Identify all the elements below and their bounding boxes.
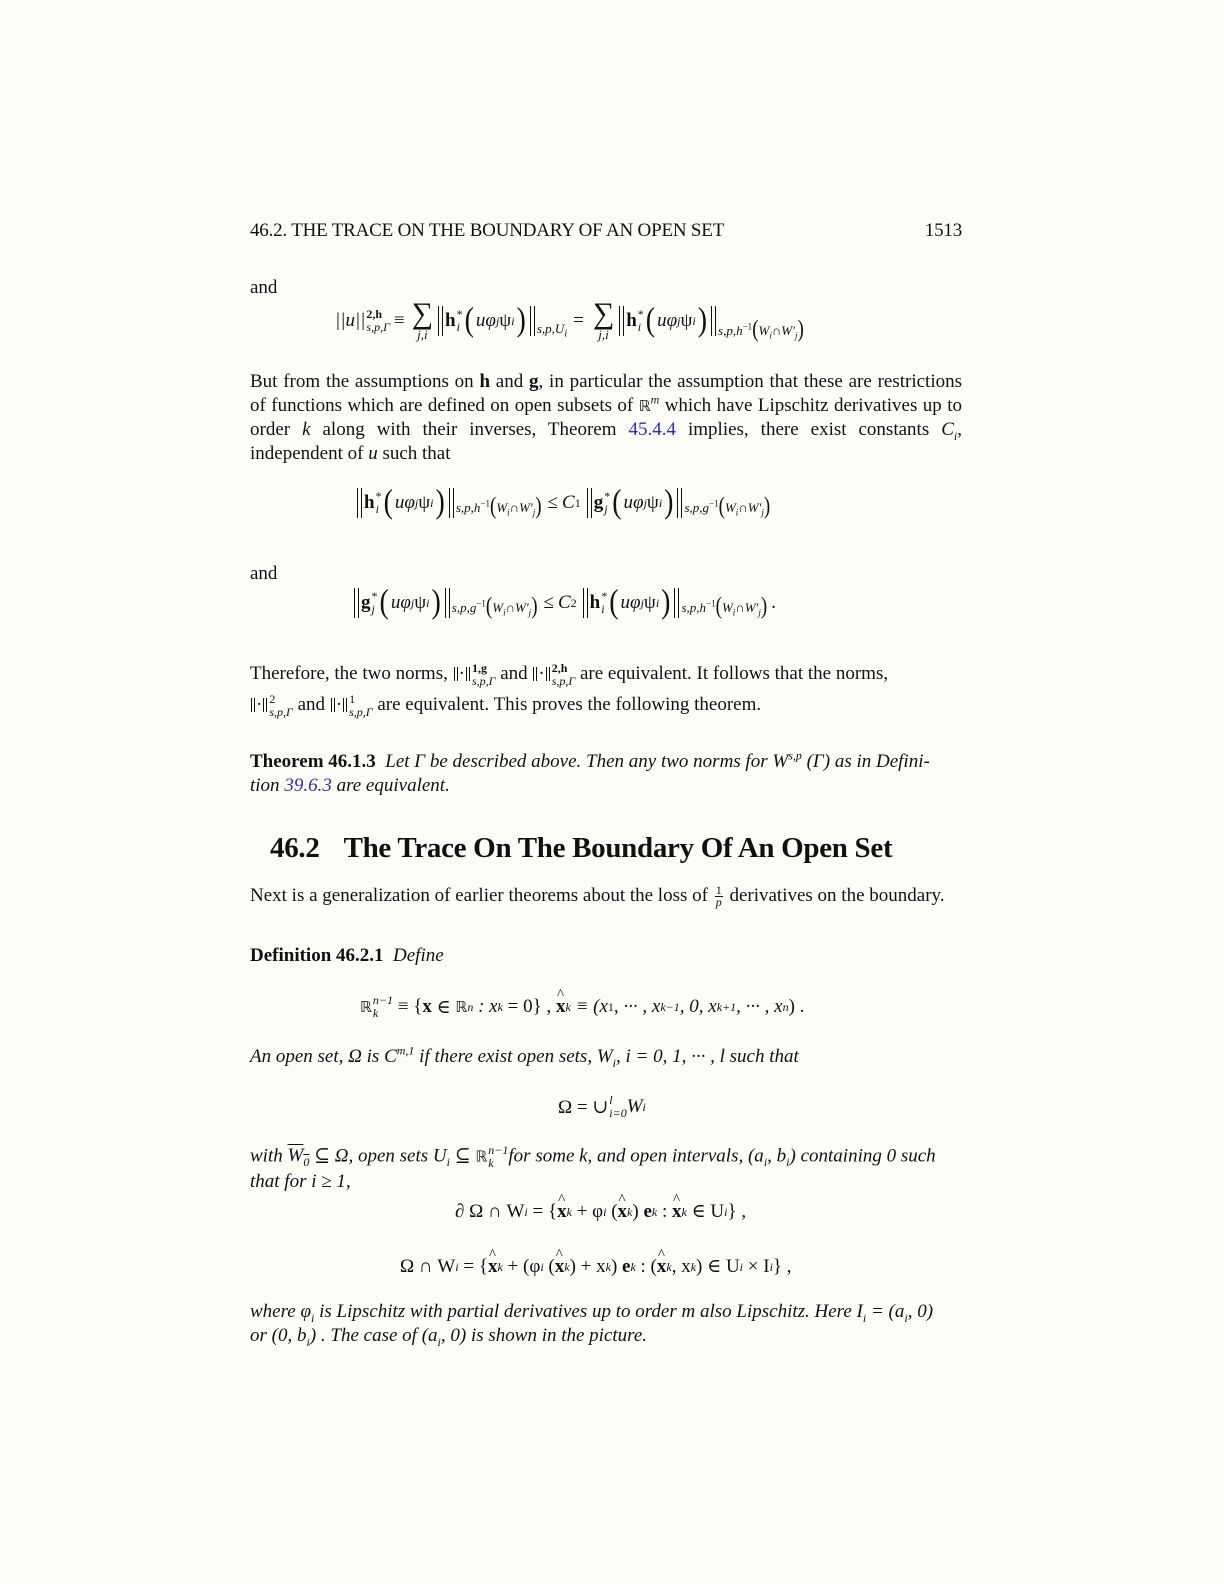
equation-omega-intersection: Ω ∩ W i = { ^ x k + (φ i ( ^ x k ) + x k ) e k : ( ^ x k , x k ) ∈ U i × I i } ,: [400, 1255, 792, 1278]
paren: ): [797, 315, 804, 343]
fraction-1-over-p: [715, 885, 723, 908]
eq1-norm2-bar-right: [711, 306, 716, 336]
eq4-sub: i=0: [609, 1106, 627, 1120]
eq2a-sub: [455, 492, 542, 520]
eq2a-sub-h: s,p,h: [455, 500, 481, 515]
theorem-t2: (Γ) as in Defini-: [801, 751, 930, 772]
eq2a-W: W: [496, 500, 508, 515]
eq2a-bar-r: [449, 488, 454, 518]
paren: (: [464, 301, 474, 339]
equation-omega-union: Ω = ∪ l i=0 W i: [558, 1093, 646, 1120]
eq3-body2: ∈: [431, 996, 456, 1018]
para4-sub2: s,p,Γ: [551, 673, 576, 688]
eq3-x: x: [422, 996, 432, 1017]
eq2a-W-i: i: [507, 507, 510, 518]
para5-t2: derivatives on the boundary.: [724, 885, 945, 906]
eq2b-star: *: [371, 589, 378, 603]
para7-Ui: i: [446, 1155, 450, 1170]
para7-t4: for some k, and open intervals, (a: [508, 1145, 764, 1167]
eq6-t10: × I: [743, 1255, 770, 1277]
para2-t5: along with their inverses, Theorem: [310, 419, 629, 441]
eq2b-g: g: [361, 592, 371, 613]
para8-t7: , 0) is shown in the picture.: [440, 1324, 648, 1346]
para2-m: m: [650, 392, 660, 407]
eq4-W: W: [626, 1096, 643, 1117]
eq1-sum-limits-1: j,i: [417, 327, 428, 342]
paren: ): [760, 592, 768, 620]
eq1-norm-sub1-i: i: [564, 328, 568, 340]
norm-bar: [546, 667, 550, 681]
eq2b-h-star: *: [601, 589, 608, 603]
eq2b-inv: −1: [476, 598, 486, 609]
para6-Csup: m,1: [396, 1043, 415, 1058]
eq5-xhat1: ^ x: [557, 1201, 567, 1223]
para2-t6: implies, there exist constants: [676, 419, 942, 441]
eq2a-g-j: j: [604, 502, 608, 516]
sum-sign: ∑: [592, 297, 615, 330]
para7-t2: ⊆ Ω, open sets U: [309, 1145, 447, 1167]
para7-W0-overlined: [287, 1145, 310, 1170]
eq2a-inv2: −1: [709, 498, 719, 509]
para8-t1: where φ: [250, 1301, 311, 1322]
eq2b-Wp: W′: [514, 600, 529, 615]
paragraph-norms-equivalent: [250, 658, 962, 720]
paren: (: [609, 583, 619, 621]
para2-t4: which have Lipschitz derivatives up to order: [250, 394, 963, 441]
paren: (: [718, 492, 725, 520]
eq3-body1: ≡ {: [393, 996, 423, 1017]
equation-inequality-1: h * i ( uφ j ψ i ) $s,p,h^{-1}(W_i\cap W'_j)$ ≤ C 1 g * j ( uφ j ψ i ) $s,p,g^{-1}(W_i\cap W'_j)$: [355, 488, 770, 518]
eq2a-i: i: [375, 502, 379, 516]
eq2a-Wp2: W′: [747, 500, 762, 515]
eq2b-Wp2-j: j: [758, 607, 761, 618]
eq1-term2-h: h: [626, 309, 637, 331]
eq3-body4: = 0} ,: [502, 996, 556, 1017]
theorem-t3: tion: [250, 774, 285, 796]
para4-dot-3: ·: [256, 694, 263, 715]
eq2b-bar-r: [445, 588, 450, 618]
eq6-xhat2: ^ x: [555, 1256, 565, 1278]
eq6-t1: Ω ∩ W: [400, 1255, 456, 1277]
eq2a-arg: uφ: [394, 492, 415, 513]
eq6-t9: ) ∈ U: [696, 1256, 740, 1277]
paren: ): [661, 583, 671, 621]
eq3-R2: ℝ: [455, 998, 468, 1016]
eq6-t6: ): [610, 1255, 623, 1277]
theorem-link-45-4-4[interactable]: 45.4.4: [628, 419, 676, 441]
eq2a-Wp2-j: j: [761, 507, 764, 518]
equation-inequality-2: g * j ( uφ j ψ i ) $s,p,g^{-1}(W_i\cap W'_j)$ ≤ C 2 h * i ( uφ j ψ i ) $s,p,h^{-1}(W_i\cap W'_j)$ .: [352, 588, 776, 618]
eq2a-h: h: [364, 492, 375, 513]
scripts: [472, 662, 496, 688]
para8-t5: or (0, b: [250, 1324, 307, 1346]
para6-t2: if there exist open sets, W: [414, 1046, 613, 1067]
paragraph-and-2: and: [250, 563, 278, 584]
scripts: [373, 994, 393, 1020]
paren: (: [485, 592, 493, 620]
norm-bar: [251, 698, 255, 712]
para4-sub3: s,p,Γ: [269, 704, 293, 719]
equation-Rk-definition: ℝ n−1 k ≡ { x ∈ ℝ n : x k = 0} , ^ x k ≡ (x 1 , ··· , x k−1 , 0, x k+1 , ··· , x n ) .: [360, 994, 804, 1020]
eq2b-arg2: uφ: [620, 592, 641, 613]
paragraph-assumptions: [250, 370, 962, 465]
scripts: [376, 490, 382, 516]
norm-bar: [533, 667, 537, 681]
eq2a-inv: −1: [480, 498, 490, 509]
paragraph-with-W0: [250, 1144, 962, 1194]
eq2a-sub2: [684, 492, 771, 520]
eq2a-Wp-j: j: [532, 507, 536, 518]
running-title: 46.2. THE TRACE ON THE BOUNDARY OF AN OPEN SET: [250, 220, 725, 241]
para2-t3: , in particular the assumption that these are restrictions of functions which are defined on open subsets of: [250, 371, 962, 416]
eq3-body3: : x: [473, 996, 498, 1017]
eq6-t11: } ,: [772, 1255, 792, 1277]
eq5-t3: + φ: [571, 1200, 604, 1222]
paren: (: [612, 483, 622, 521]
eq6-xhat1: ^ x: [488, 1256, 498, 1278]
definition-label: Definition 46.2.1: [250, 945, 384, 966]
eq2b-Wp2: W′: [744, 600, 759, 615]
eq3-R: ℝ: [360, 998, 372, 1016]
para4-t2: and: [495, 663, 533, 684]
eq2a-cap: ∩: [509, 500, 520, 515]
eq1-term-sup: *: [456, 306, 463, 321]
eq5-xhat3: ^ x: [672, 1201, 682, 1223]
para6-C: C: [384, 1046, 397, 1067]
eq1-equiv: ≡: [393, 309, 405, 331]
paren: (: [379, 583, 389, 621]
eq2b-sub-h: s,p,h: [681, 600, 707, 615]
eq3-body5: ≡ (x: [570, 996, 608, 1017]
para8-t6: ) . The case of (a: [309, 1324, 438, 1346]
para7-ai: i: [763, 1155, 768, 1170]
eq1-sum-2: [592, 297, 615, 342]
eq5-t4: (: [606, 1200, 618, 1222]
eq2b-cap: ∩: [505, 600, 515, 615]
eq3-sup: n−1: [372, 993, 393, 1007]
paren: ): [435, 483, 445, 521]
eq2b-W-i: i: [503, 607, 506, 618]
paragraph-open-set: [250, 1045, 962, 1069]
paragraph-and-1: and: [250, 277, 278, 298]
paragraph-generalization: [250, 884, 962, 908]
eq1-term2-sup: *: [637, 306, 644, 321]
para7-W0sub: 0: [303, 1155, 310, 1170]
eq4-sup: l: [609, 1093, 613, 1107]
para6-Wi: i: [612, 1055, 616, 1070]
eq2b-leq: ≤: [543, 592, 554, 613]
eq5-t1: ∂ Ω ∩ W: [455, 1200, 525, 1222]
eq2a-cap2: ∩: [738, 500, 748, 515]
eq1-norm-sub1-text: s,p,U: [536, 321, 565, 336]
eq3-body7: , 0, x: [679, 996, 717, 1017]
eq2b-arg: uφ: [390, 592, 411, 613]
scripts: [488, 1144, 508, 1170]
sum-sign: ∑: [411, 297, 434, 330]
para4-sub1: s,p,Γ: [471, 673, 496, 688]
eq1-psi2: ψ: [680, 309, 693, 331]
eq3-body6: , ··· , x: [613, 996, 661, 1017]
definition-link-39-6-3[interactable]: 39.6.3: [284, 774, 332, 796]
eq4-lhs: Ω = ∪: [558, 1096, 609, 1118]
eq1-sum-1: [411, 297, 434, 342]
paragraph-lipschitz: [250, 1300, 962, 1347]
eq2a-g-star: *: [604, 489, 611, 503]
para8-phi-i: i: [311, 1310, 315, 1325]
eq2b-bar2-l: [583, 588, 588, 618]
eq1-sum-limits-2: j,i: [598, 327, 609, 342]
section-title: The Trace On The Boundary Of An Open Set: [343, 832, 893, 864]
para2-Ci: i: [953, 428, 958, 443]
para2-h: h: [479, 371, 491, 392]
eq2b-inv2: −1: [706, 598, 716, 609]
eq1-term2-sub: i: [637, 319, 642, 334]
para8-Ii: i: [862, 1310, 867, 1325]
eq1-region2-j: j: [794, 330, 798, 341]
para4-dot-4: ·: [335, 694, 343, 715]
para7-bi: i: [786, 1155, 790, 1170]
para2-C: C: [941, 419, 954, 441]
para8-t4: , 0): [907, 1301, 934, 1322]
eq1-region-w: W: [758, 323, 770, 338]
scripts: [601, 590, 607, 616]
eq6-t8: , x: [671, 1255, 691, 1277]
eq2b-h-i: i: [601, 602, 605, 616]
theorem-46-1-3: [250, 750, 962, 797]
eq2a-g: g: [593, 492, 604, 513]
para8-ai2: i: [437, 1334, 441, 1349]
para7-t3: ⊆: [449, 1145, 476, 1167]
eq2a-bar2-r: [677, 488, 682, 518]
eq5-t2: = {: [527, 1200, 558, 1222]
eq3-body8: , ··· , x: [736, 996, 783, 1017]
para2-t2: and: [490, 371, 530, 392]
eq6-t2: = {: [458, 1255, 488, 1277]
para4-t5: are equivalent. This proves the following theorem.: [372, 694, 762, 715]
para4-sup3: 2: [269, 691, 276, 706]
frac-den: p: [715, 895, 722, 910]
page-number: 1513: [924, 220, 962, 241]
eq6-e: e: [622, 1255, 631, 1277]
eq1-lhs-sub: s,p,Γ: [366, 319, 390, 334]
equation-boundary-intersection: ∂ Ω ∩ W i = { ^ x k + φ i ( ^ x k ) e k : ^ x k ∈ U i } ,: [455, 1200, 746, 1223]
running-header: [250, 220, 962, 242]
eq1-norm-sub-2: [718, 315, 804, 343]
norm-bar: [343, 698, 347, 712]
eq2b-psi: ψ: [414, 592, 427, 613]
eq2a-arg2: uφ: [623, 492, 644, 513]
eq2b-h: h: [589, 592, 601, 613]
paren: (: [715, 592, 722, 620]
eq1-norm-sub2-exp: −1: [742, 321, 753, 332]
eq1-term-h: h: [445, 309, 456, 331]
eq1-term-sub: i: [456, 319, 460, 334]
eq2a-star: *: [375, 489, 382, 503]
scripts: [372, 590, 378, 616]
paren: ): [763, 492, 771, 520]
eq2a-leq: ≤: [547, 492, 559, 513]
eq1-arg2: uφ: [657, 309, 678, 331]
paren: ): [697, 301, 708, 339]
eq3-sub: k: [372, 1006, 379, 1020]
scripts: [349, 693, 373, 719]
eq6-t4: (: [543, 1255, 555, 1277]
eq2b-bar2-r: [674, 588, 679, 618]
eq2a-bar-l: [357, 488, 362, 518]
para7-W0: W: [287, 1145, 304, 1167]
eq2a-W2-i: i: [735, 507, 739, 518]
eq2b-bar-l: [354, 588, 359, 618]
eq5-e: e: [643, 1200, 652, 1222]
eq1-norm-sub-1: [536, 321, 568, 340]
eq1-psi: ψ: [499, 309, 512, 331]
eq2b-W: W: [492, 600, 504, 615]
eq2b-psi2: ψ: [643, 592, 656, 613]
para2-k: k: [302, 419, 311, 441]
para4-sup2: 2,h: [551, 660, 568, 675]
norm-bar: [454, 667, 458, 681]
equation-norm-definition: ||u|| 2,h s,p,Γ ≡ ∑ j,i h * i ( uφ j ψ i ) $s,p,U_i$ = ∑ j,i h * i ( uφ j ψ i ) $s,p,h^{-1}(W_i\cap W'_j)$: [335, 297, 804, 343]
eq5-t8: } ,: [727, 1200, 747, 1222]
eq2b-W2: W: [721, 600, 733, 615]
para2-t7: , independent of: [250, 419, 962, 464]
frac-num: 1: [715, 883, 722, 898]
eq2b-C: C: [557, 592, 571, 613]
scripts: [269, 693, 293, 719]
theorem-t1: Let Γ be described above. Then any two norms for: [385, 751, 773, 772]
para7-t5: , b: [767, 1145, 787, 1167]
eq2a-sub-g: s,p,g: [684, 500, 710, 515]
definition-t1: Define: [393, 945, 444, 966]
para7-t6: ) containing 0 such: [789, 1145, 936, 1167]
para7-Rsup: n−1: [488, 1143, 509, 1157]
eq1-lhs: ||u||: [335, 309, 366, 331]
eq1-norm-bar-right: [530, 306, 535, 336]
para8-t3: = (a: [866, 1301, 905, 1322]
eq1-cap: ∩: [771, 323, 782, 338]
paren: ): [535, 492, 542, 520]
para4-sup4: 1: [349, 691, 356, 706]
paren: ): [516, 301, 526, 339]
eq2a-psi: ψ: [418, 492, 431, 513]
para6-t3: , i = 0, 1, ··· , l such that: [616, 1046, 799, 1067]
eq1-norm-sub2-text: s,p,h: [718, 323, 743, 338]
eq5-t6: :: [657, 1200, 672, 1222]
theorem-W: W: [772, 751, 789, 772]
para4-sub4: s,p,Γ: [349, 704, 373, 719]
para4-sup1: 1,g: [471, 660, 487, 675]
para7-t7: that for i ≥ 1,: [250, 1171, 351, 1192]
scripts: [604, 490, 610, 516]
definition-46-2-1: [250, 944, 962, 968]
para7-Rsub: k: [488, 1156, 494, 1170]
para8-bi: i: [306, 1334, 310, 1349]
para8-t2: is Lipschitz with partial derivatives up to order m also Lipschitz. Here I: [314, 1301, 863, 1322]
paren: (: [489, 492, 497, 520]
eq2b-cap2: ∩: [735, 600, 745, 615]
eq3-xhat: ^ x: [556, 996, 566, 1018]
eq2b-W2-i: i: [732, 607, 736, 618]
eq5-t7: ∈ U: [686, 1201, 725, 1222]
scripts: [638, 308, 644, 334]
theorem-Wsup: s,p: [788, 748, 802, 763]
eq1-region-i: i: [769, 330, 772, 341]
eq1-lhs-sup: 2,h: [366, 306, 383, 321]
eq5-xhat2: ^ x: [618, 1201, 628, 1223]
para5-t1: Next is a generalization of earlier theorems about the loss of: [250, 885, 713, 906]
eq2a-bar2-l: [587, 488, 592, 518]
para2-u: u: [368, 442, 378, 464]
scripts: [457, 308, 463, 334]
para4-dot-2: ·: [538, 663, 545, 684]
paren: ): [431, 583, 441, 621]
scripts: [609, 1094, 626, 1120]
norm-bar: [466, 667, 470, 681]
norm-bar: [263, 698, 267, 712]
theorem-label: Theorem 46.1.3: [250, 751, 376, 772]
norm-bar: [331, 698, 335, 712]
para4-t1: Therefore, the two norms,: [250, 663, 453, 684]
para2-t1: But from the assumptions on: [250, 371, 480, 392]
para6-t1: An open set, Ω is: [250, 1046, 385, 1067]
para2-t8: such that: [377, 442, 451, 464]
eq2b-period: .: [771, 592, 776, 613]
para7-R: ℝ: [475, 1147, 488, 1166]
para8-ai: i: [904, 1310, 908, 1325]
paren: (: [383, 483, 393, 521]
para4-dot-1: ·: [458, 663, 465, 684]
eq1-norm-bar-left: [438, 306, 443, 336]
eq2a-C: C: [562, 492, 575, 513]
eq2b-Wp-j: j: [528, 607, 532, 618]
scripts: [552, 662, 576, 688]
paren: (: [645, 301, 656, 339]
eq1-region2: W′: [781, 323, 795, 338]
eq2b-sub2: [681, 592, 768, 620]
eq5-t5: ): [632, 1200, 644, 1222]
para4-t4: and: [292, 694, 330, 715]
eq6-t5: ) + x: [569, 1255, 606, 1277]
eq1-arg: uφ: [475, 309, 496, 331]
eq2b-sub-g: s,p,g: [451, 600, 477, 615]
eq1-equals: =: [573, 309, 584, 331]
section-number: 46.2: [270, 832, 320, 864]
paren: ): [664, 483, 674, 521]
theorem-t4: are equivalent.: [331, 774, 450, 796]
eq1-lhs-scripts: [366, 308, 390, 334]
para2-g: g: [529, 371, 539, 392]
eq1-norm2-bar-left: [619, 306, 624, 336]
eq6-t7: : (: [635, 1255, 657, 1277]
eq2b-j: j: [371, 602, 375, 616]
para2-R: ℝ: [638, 396, 651, 415]
section-heading: [270, 832, 892, 865]
eq2a-Wp: W′: [519, 500, 533, 515]
eq3-body9: ) .: [788, 996, 805, 1017]
paren: ): [531, 592, 538, 620]
eq2a-W2: W: [724, 500, 736, 515]
para7-t1: with: [250, 1145, 288, 1167]
paren: (: [752, 315, 759, 343]
eq2b-sub: [451, 592, 538, 620]
eq6-xhat3: ^ x: [657, 1256, 667, 1278]
eq2a-psi2: ψ: [646, 492, 659, 513]
para4-t3: are equivalent. It follows that the norms,: [575, 663, 889, 684]
eq6-t3: + (φ: [502, 1255, 541, 1277]
